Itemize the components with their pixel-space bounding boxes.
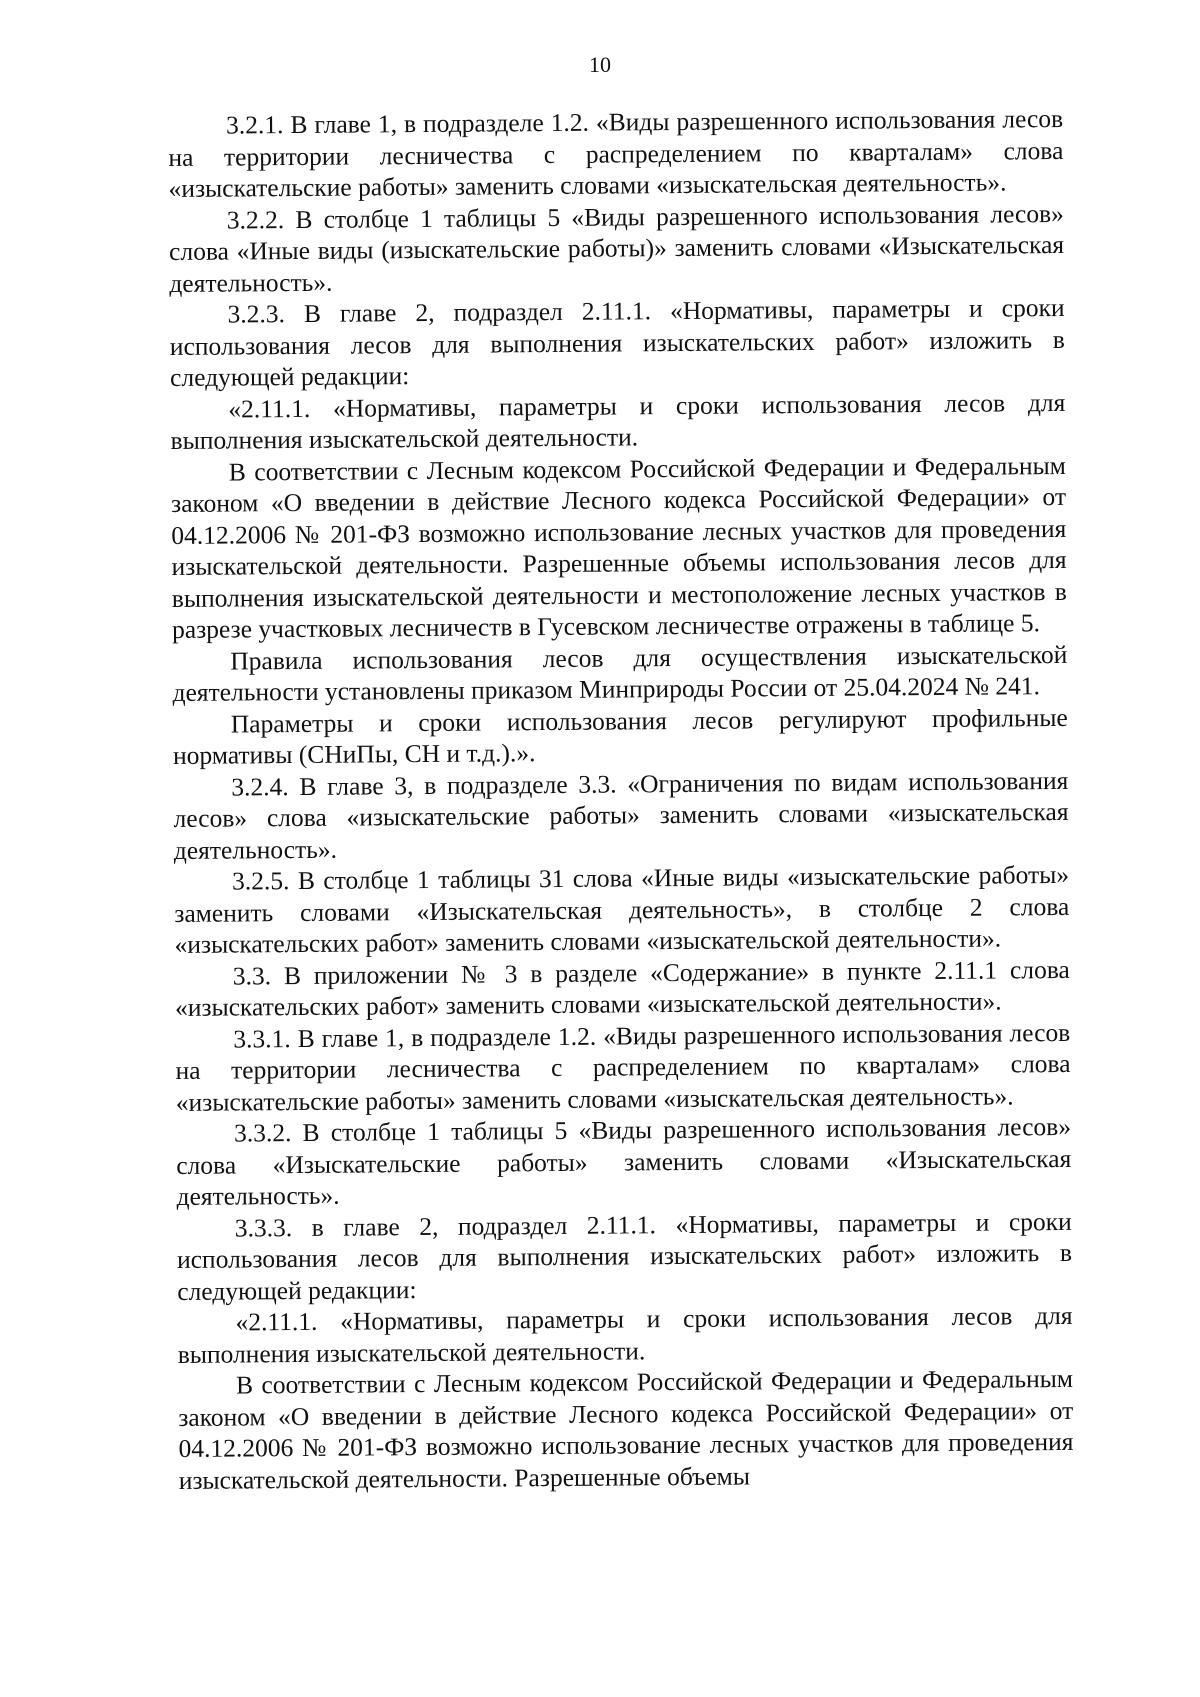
paragraph-forest-code-repeat: В соответствии с Лесным кодексом Российской Федерации и Федеральным законом «О введении в действие Лесного кодекса Российской Федерации» от 04.12.2006 № 201-ФЗ возможно использование лесных участков для проведения изыскательской деятельности. Разрешенные объемы [178, 1363, 1074, 1495]
paragraph-2-11-1-heading-repeat: «2.11.1. «Нормативы, параметры и сроки использования лесов для выполнения изыскательской деятельности. [177, 1300, 1073, 1369]
paragraph-2-11-1-heading: «2.11.1. «Нормативы, параметры и сроки использования лесов для выполнения изыскательской деятельности. [170, 387, 1066, 455]
paragraph-3-2-2: 3.2.2. В столбце 1 таблицы 5 «Виды разрешенного использования лесов» слова «Иные виды (изыскательские работы)» заменить словами «Изыскательская деятельность». [168, 198, 1065, 298]
paragraph-3-3-1: 3.3.1. В главе 1, в подразделе 1.2. «Виды разрешенного использования лесов на территории лесничества с распределением по кварталам» слова «изыскательские работы» заменить словами «изыскательская деятельность». [175, 1017, 1071, 1117]
paragraph-parameters: Параметры и сроки использования лесов регулируют профильные нормативы (СНиПы, СН и т.д.).». [172, 702, 1068, 770]
paragraph-3-3-2: 3.3.2. В столбце 1 таблицы 5 «Виды разрешенного использования лесов» слова «Изыскательские работы» заменить словами «Изыскательская деятельность». [176, 1111, 1072, 1211]
paragraph-3-2-5: 3.2.5. В столбце 1 таблицы 31 слова «Иные виды «изыскательские работы» заменить словами «Изыскательская деятельность», в столбце 2 слова «изыскательских работ» заменить словами «изыскательской деятельности». [174, 859, 1070, 959]
paragraph-3-2-3: 3.2.3. В главе 2, подраздел 2.11.1. «Нормативы, параметры и сроки использования лесов для выполнения изыскательских работ» изложить в следующей редакции: [169, 292, 1065, 392]
document-body [168, 103, 1074, 1496]
paragraph-3-3-3: 3.3.3. в главе 2, подраздел 2.11.1. «Нормативы, параметры и сроки использования лесов для выполнения изыскательских работ» изложить в следующей редакции: [176, 1206, 1073, 1306]
paragraph-forest-code: В соответствии с Лесным кодексом Российской Федерации и Федеральным законом «О введении в действие Лесного кодекса Российской Федерации» от 04.12.2006 № 201-ФЗ возможно использование лесных участков для проведения изыскательской деятельности. Разрешенные объемы использования лесов для выполнения изыскательской деятельности и местоположение лесных участков в разрезе участковых лесничеств в Гусевском лесничестве отражены в таблице 5. [170, 450, 1067, 644]
page-number: 10 [589, 52, 611, 77]
paragraph-3-2-1: 3.2.1. В главе 1, в подразделе 1.2. «Виды разрешенного использования лесов на территории лесничества с распределением по кварталам» слова «изыскательские работы» заменить словами «изыскательская деятельность». [168, 103, 1064, 203]
paragraph-rules: Правила использования лесов для осуществления изыскательской деятельности установлены приказом Минприроды России от 25.04.2024 № 241. [172, 639, 1068, 707]
paragraph-3-2-4: 3.2.4. В главе 3, в подразделе 3.3. «Ограничения по видам использования лесов» слова «изыскательские работы» заменить словами «изыскательская деятельность». [173, 765, 1069, 865]
paragraph-3-3: 3.3. В приложении № 3 в разделе «Содержание» в пункте 2.11.1 слова «изыскательских работ» заменить словами «изыскательской деятельности». [174, 954, 1070, 1022]
